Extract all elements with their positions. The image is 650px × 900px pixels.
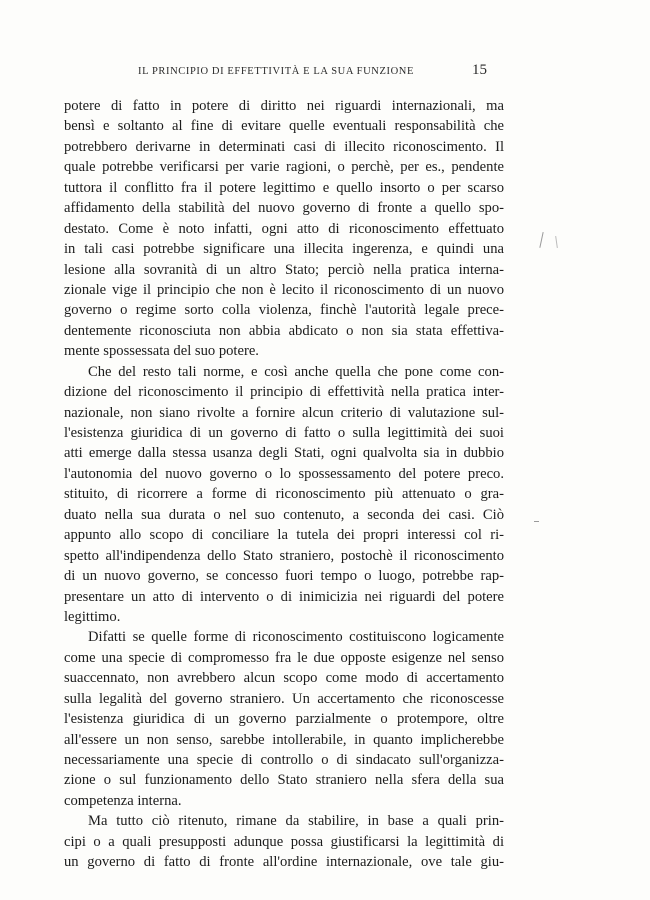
text-line: zionale vige il principio che non è lecito il riconoscimento di un nuovo <box>64 281 504 298</box>
text-line: legittimo. <box>64 608 121 625</box>
text-line: l'esistenza giuridica di un governo di fatto o sulla legittimità dei suoi <box>64 425 504 441</box>
text-line: Ma tutto ciò ritenuto, rimane da stabilire, in base a quali prin- <box>88 813 504 830</box>
text-line: duato nella sua durata o nel suo contenuto, a seconda dei casi. Ciò <box>64 506 504 523</box>
text-line: l'esistenza giuridica di un governo parzialmente o protempore, oltre <box>64 711 504 728</box>
text-line: come una specie di compromesso fra le due opposte esigenze nel senso <box>64 649 504 666</box>
text-line: stituito, di ricorrere a forme di riconoscimento più attenuato o gra- <box>64 486 504 503</box>
text-line: in tali casi potrebbe significare una illecita ingerenza, e quindi una <box>64 241 504 258</box>
text-line: suaccennato, non avrebbero alcun scopo come modo di accertamento <box>64 670 504 687</box>
text-line: potere di fatto in potere di diritto nei riguardi internazionali, ma <box>64 98 504 114</box>
text-line: spetto all'indipendenza dello Stato straniero, postochè il riconoscimento <box>64 547 504 564</box>
text-line: nazionale, non siano rivolte a fornire alcun criterio di valutazione sul- <box>64 404 504 421</box>
text-line: lesione alla sovranità di un altro Stato; perciò nella pratica interna- <box>64 261 504 278</box>
text-line: Che del resto tali norme, e così anche quella che pone come con- <box>88 363 504 380</box>
text-line: bensì e soltanto al fine di evitare quelle eventuali responsabilità che <box>64 118 504 135</box>
text-line: potrebbero derivarne in determinati casi di illecito riconoscimento. Il <box>64 138 504 155</box>
text-line: atti emerge dalla stessa usanza degli Stati, ogni qualvolta sia in dubbio <box>64 445 504 462</box>
text-line: appunto allo scopo di conciliare la tutela dei propri interessi col ri- <box>64 527 504 544</box>
body-text <box>64 96 504 873</box>
text-line: necessariamente una specie di controllo o di sindacato sull'organizza- <box>64 752 504 768</box>
text-line: mente spossessata del suo potere. <box>64 343 259 360</box>
margin-pencil-mark <box>555 236 558 248</box>
page-number: 15 <box>472 62 487 78</box>
text-line: affidamento della stabilità del nuovo governo di fronte a quello spo- <box>64 200 504 217</box>
text-line: destato. Come è noto infatti, ogni atto di riconoscimento effettuato <box>64 220 504 237</box>
text-line: un governo di fatto di fronte all'ordine internazionale, ove tale giu- <box>64 854 504 871</box>
text-line: Difatti se quelle forme di riconoscimento costituiscono logicamente <box>88 629 504 646</box>
text-line: zione o sul funzionamento dello Stato straniero nella sfera della sua <box>64 772 504 789</box>
text-line: sulla legalità del governo straniero. Un accertamento che riconoscesse <box>64 690 504 707</box>
text-line: governo o regime sorto colla violenza, finchè l'autorità legale prece- <box>64 302 504 319</box>
text-line: competenza interna. <box>64 792 182 809</box>
text-line: quale potrebbe verificarsi per varie ragioni, o perchè, per es., pendente <box>64 159 504 176</box>
text-line: di un nuovo governo, se concesso fuori tempo o luogo, potrebbe rap- <box>64 568 504 585</box>
text-line: all'essere un non senso, sarebbe intollerabile, in quanto implicherebbe <box>64 731 504 748</box>
text-line: cipi o a quali presupposti adunque possa giustificarsi la legittimità di <box>64 833 504 850</box>
text-line: tuttora il conflitto fra il potere legittimo e quello insorto o per scarso <box>64 179 504 196</box>
margin-pencil-mark <box>534 521 539 522</box>
text-line: dizione del riconoscimento il principio di effettività nella pratica inter- <box>64 384 504 401</box>
running-head: IL PRINCIPIO DI EFFETTIVITÀ E LA SUA FUNZIONE <box>138 66 414 77</box>
margin-pencil-mark <box>539 232 544 248</box>
text-line: presentare un atto di intervento o di inimicizia nei riguardi del potere <box>64 588 504 605</box>
text-line: dentemente riconosciuta non abbia abdicato o non sia stata effettiva- <box>64 322 504 339</box>
text-line: l'autonomia del nuovo governo o lo spossessamento del potere preco. <box>64 465 504 482</box>
